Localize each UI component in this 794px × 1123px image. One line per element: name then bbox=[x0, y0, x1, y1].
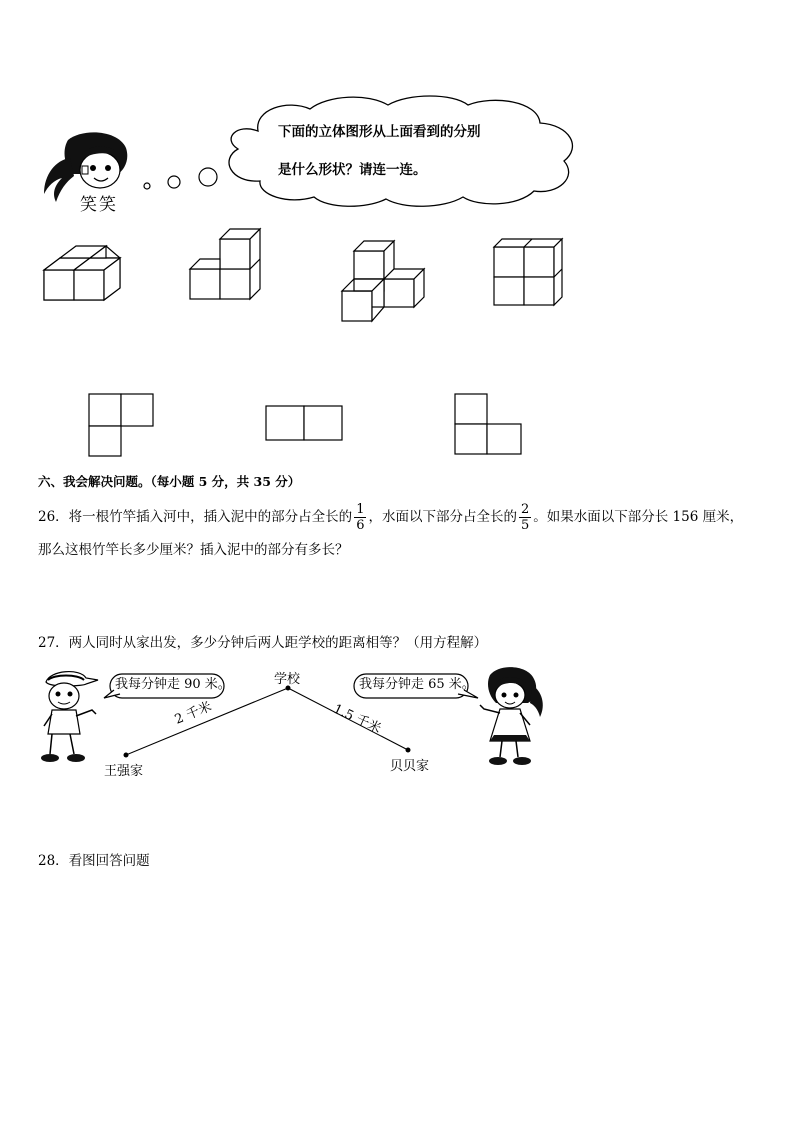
beibei-home-point bbox=[406, 748, 411, 753]
question-26-line-2: 那么这根竹竿长多少厘米？插入泥中的部分有多长？ bbox=[38, 542, 349, 558]
top-view-a bbox=[86, 392, 158, 458]
thought-cloud bbox=[218, 95, 580, 207]
character-name: 笑笑 bbox=[80, 195, 118, 215]
question-26-line-1 bbox=[38, 502, 743, 533]
section-heading: 六、我会解决问题。（每小题 5 分，共 35 分） bbox=[38, 474, 301, 489]
home-right-label: 贝贝家 bbox=[390, 759, 430, 774]
bubble-line-1: 下面的立体图形从上面看到的分别 bbox=[278, 124, 481, 140]
question-27-text: 27．两人同时从家出发，多少分钟后两人距学校的距离相等？（用方程解） bbox=[38, 635, 488, 651]
q26-part-3: 。如果水面以下部分长 156 厘米， bbox=[533, 509, 744, 525]
fraction-one-sixth: $\frac{1}{6}$ bbox=[356, 502, 365, 533]
question-28-text: 28．看图回答问题 bbox=[38, 853, 150, 869]
bubble-line-2: 是什么形状？请连一连。 bbox=[278, 162, 427, 178]
wangqiang-home-point bbox=[124, 753, 129, 758]
top-view-c bbox=[452, 392, 526, 458]
fraction-two-fifths: $\frac{2}{5}$ bbox=[520, 502, 530, 533]
top-view-b bbox=[264, 404, 348, 444]
solid-figure-c bbox=[338, 235, 433, 327]
solid-figure-d bbox=[490, 235, 570, 310]
speech-bubble-right: 我每分钟走 65 米。 bbox=[359, 677, 475, 692]
solid-figure-a bbox=[40, 240, 130, 305]
q26-part-2: ，水面以下部分占全长的 bbox=[368, 509, 517, 525]
distance-left-label: 2 千米 bbox=[172, 699, 214, 728]
solid-figure-b bbox=[186, 225, 266, 305]
speech-bubble-left: 我每分钟走 90 米。 bbox=[115, 677, 231, 692]
school-label: 学校 bbox=[274, 672, 301, 687]
home-left-label: 王强家 bbox=[104, 764, 144, 779]
q26-part-1: 26．将一根竹竿插入河中，插入泥中的部分占全长的 bbox=[38, 509, 353, 525]
boy-wangqiang-icon bbox=[40, 668, 104, 766]
thought-dots-icon bbox=[140, 165, 220, 195]
distance-right-label: 1.5 千米 bbox=[330, 701, 384, 737]
girl-beibei-icon bbox=[476, 665, 546, 769]
